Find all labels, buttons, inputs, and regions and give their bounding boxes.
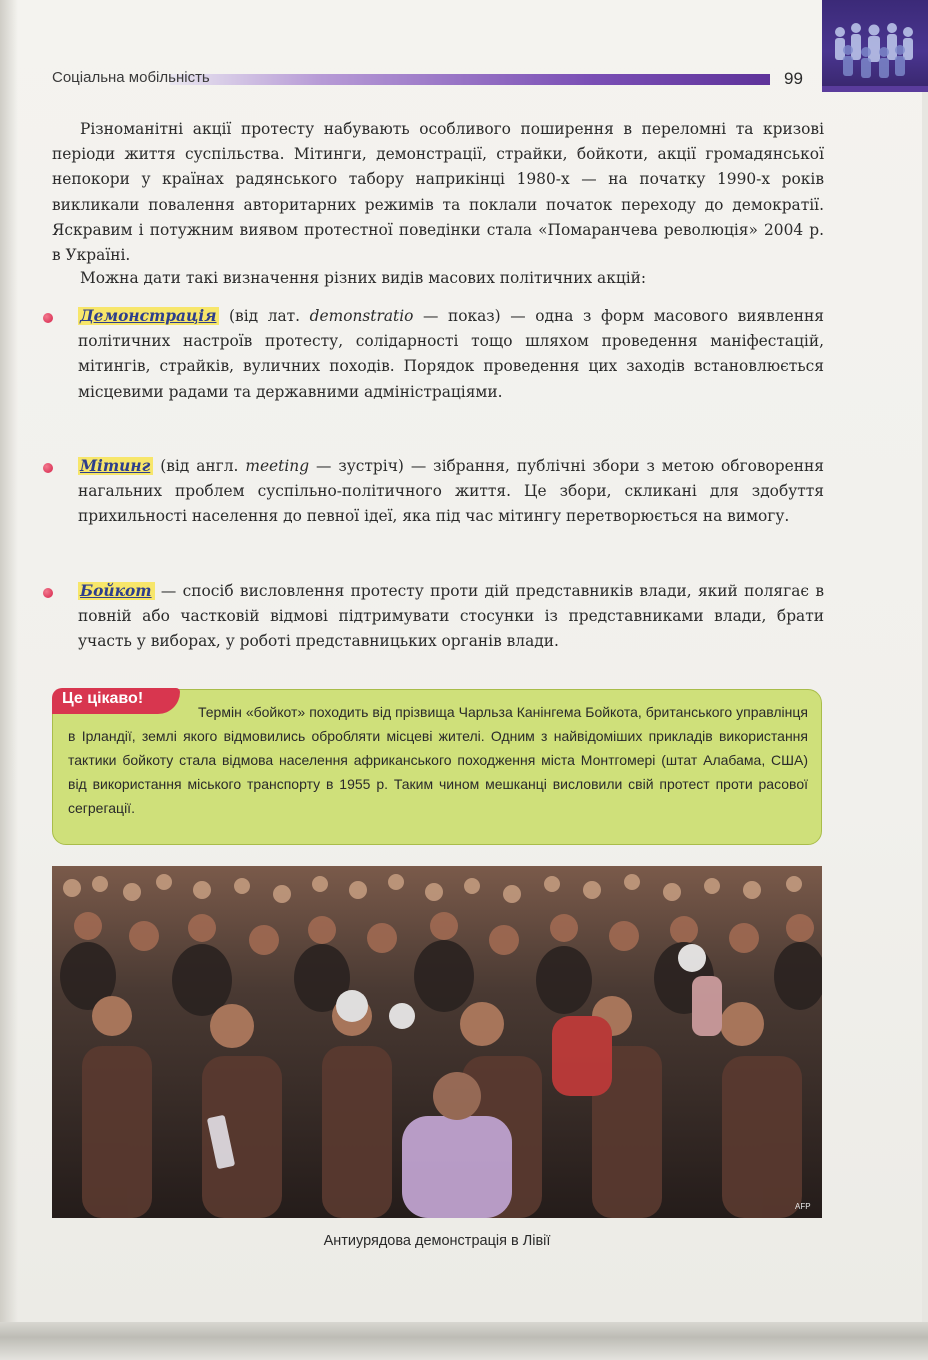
chapter-badge-icon xyxy=(822,0,928,86)
definition-text: (від англ. xyxy=(153,457,246,475)
bullet-icon xyxy=(43,588,53,598)
definition-text: (від лат. xyxy=(219,307,310,325)
info-text xyxy=(68,700,808,820)
info-tab-label: Це цікаво! xyxy=(62,690,144,707)
section-title: Соціальна мобільність xyxy=(52,69,210,86)
term-highlight: Бойкот xyxy=(78,582,155,600)
term-highlight: Демонстрація xyxy=(78,307,219,325)
badge-strip xyxy=(822,86,928,92)
crowd-figures-icon xyxy=(828,10,922,80)
intro-paragraph: Різноманітні акції протесту набувають особливого поширення в переломні та кризові періоди життя суспільства. Мітинги, демонстрації, страйки, бойкоти, акції громадянської непокори у країнах радянського табору наприкінці 1980-х — на початку 1990-х років викликали повалення авторитарних режимів та поклали початок переходу до демократії. Яскравим і потужним виявом протестної поведінки стала «Помаранчева революція» 2004 р. в Україні. xyxy=(52,120,824,265)
term-highlight: Мітинг xyxy=(78,457,153,475)
definition-text: — показ) — одна з форм масового виявлення політичних настроїв протесту, солідарності тощо шляхом проведення маніфестацій, мітингів, страйків, вуличних походів. Порядок проведення цих заходів встановлюється місцевими радами та державними адміністраціями. xyxy=(78,307,825,401)
page-number: 99 xyxy=(784,69,803,88)
photo-caption: Антиурядова демонстрація в Лівії xyxy=(323,1233,551,1249)
header-bar xyxy=(170,74,770,85)
definition-text: — спосіб висловлення протесту проти дій представників влади, який полягає в повній або частковій відмові підтримувати стосунки із представниками влади, брати участь у виборах, у роботі представницьких органів влади. xyxy=(78,582,824,651)
latin-word: meeting xyxy=(245,457,310,475)
definition-demonstration xyxy=(78,304,824,405)
definitions-lead: Можна дати такі визначення різних видів масових політичних акцій: xyxy=(80,269,647,287)
page-bottom-edge xyxy=(0,1322,928,1360)
definition-meeting xyxy=(78,454,824,530)
bullet-icon xyxy=(43,313,53,323)
definition-boycott xyxy=(78,579,824,655)
bullet-icon xyxy=(43,463,53,473)
info-text-body: Термін «бойкот» походить від прізвища Чарльза Канінгема Бойкота, британського управлінця в Ірландії, землі якого відмовились обробляти місцеві жителі. Одним з найвідоміших прикладів використання тактики бойкоту стала відмова населення африканського походження міста Монтгомері (штат Алабама, США) від використання міського транспорту в 1955 р. Таким чином мешканці висловили свій протест проти расової сегрегації. xyxy=(68,704,808,816)
protest-photo xyxy=(52,866,822,1218)
definition-text: — зустріч) — зібрання, публічні збори з метою обговорення нагальних проблем суспільно-політичного життя. Це збори, скликані для здобуття прихильності населення до певної ідеї, яка під час мітингу перетворюється на вимогу. xyxy=(78,457,824,526)
photo-credit: AFP xyxy=(795,1202,811,1211)
crowd-photo-image xyxy=(52,866,822,1218)
page-fold-shadow xyxy=(0,0,18,1322)
latin-word: demonstratio xyxy=(309,307,414,325)
